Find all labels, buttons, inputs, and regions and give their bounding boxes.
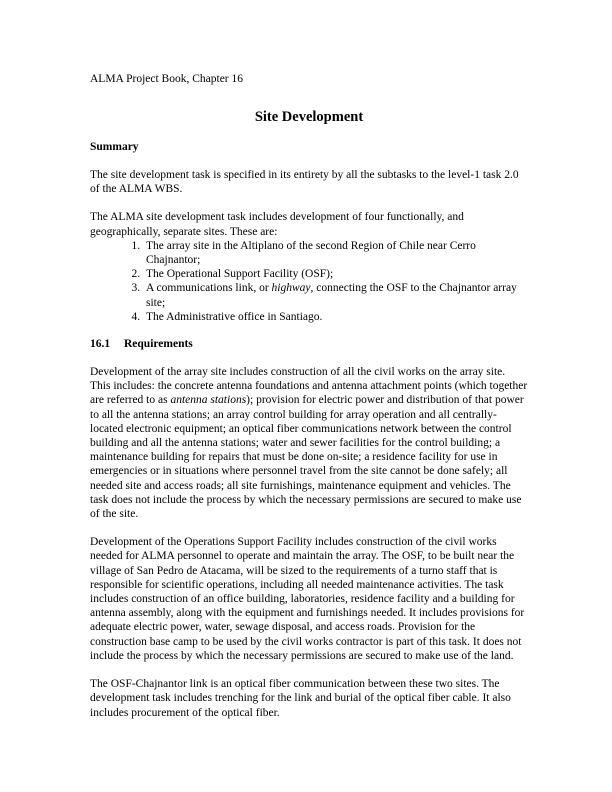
link-paragraph: The OSF-Chajnantor link is an optical fiber communication between these two sites. The development task includes trenching for the link and burial of the optical fiber cable. It also includes procurement of the optical fiber.: [90, 678, 511, 719]
site-list: [90, 239, 528, 324]
osf-paragraph: Development of the Operations Support Facility includes construction of the civil works needed for ALMA personnel to operate and maintain the array. The OSF, to be built near the village of San Pedro de Atacama, will be sized to the requirements of a turno staff that is responsible for scientific operations, including all needed maintenance activities. The task includes construction of an office building, laboratories, residence facility and a building for antenna assembly, along with the equipment and furnishings needed. It includes provisions for adequate electric power, water, sewage disposal, and access roads. Provision for the construction base camp to be used by the civil works contractor is part of this task. It does not include the process by which the necessary permissions are secured to make use of the land.: [90, 536, 525, 662]
summary-paragraph-1: The site development task is specified in its entirety by all the subtasks to the level-1 task 2.0 of the ALMA WBS.: [90, 169, 519, 196]
section-title: Requirements: [124, 338, 193, 351]
site-list-item: 2. The Operational Support Facility (OSF);: [143, 267, 528, 281]
site-list-item: 3. A communications link, or highway, connecting the OSF to the Chajnantor array site;: [143, 281, 528, 309]
site-list-item: 1. The array site in the Altiplano of the second Region of Chile near Cerro Chajnantor;: [143, 239, 528, 267]
section-heading-requirements: [90, 337, 528, 351]
page-title: Site Development: [254, 109, 364, 125]
summary-heading: Summary: [90, 141, 139, 153]
site-list-item: 4. The Administrative office in Santiago.: [143, 310, 528, 324]
running-header: ALMA Project Book, Chapter 16: [90, 73, 243, 85]
summary-paragraph-2: The ALMA site development task includes development of four functionally, and geographically, separate sites. These are:: [90, 211, 464, 238]
document-page: [90, 72, 528, 720]
section-number: 16.1: [90, 338, 111, 351]
array-site-paragraph: Development of the array site includes construction of all the civil works on the array site. This includes: the concrete antenna foundations and antenna attachment points (which together are referred to as antenna stations); provision for electric power and distribution of that power to all the antenna stations; an array control building for array operation and all centrally-located electronic equipment; an optical fiber communications network between the control building and all the antenna stations; water and sewer facilities for the control building; a maintenance building for repairs that must be done on-site; a residence facility for use in emergencies or in situations where personnel travel from the site cannot be done safely; all needed site and access roads; all site furnishings, maintenance equipment and vehicles. The task does not include the process by which the necessary permissions are secured to make use of the site.: [90, 366, 528, 521]
